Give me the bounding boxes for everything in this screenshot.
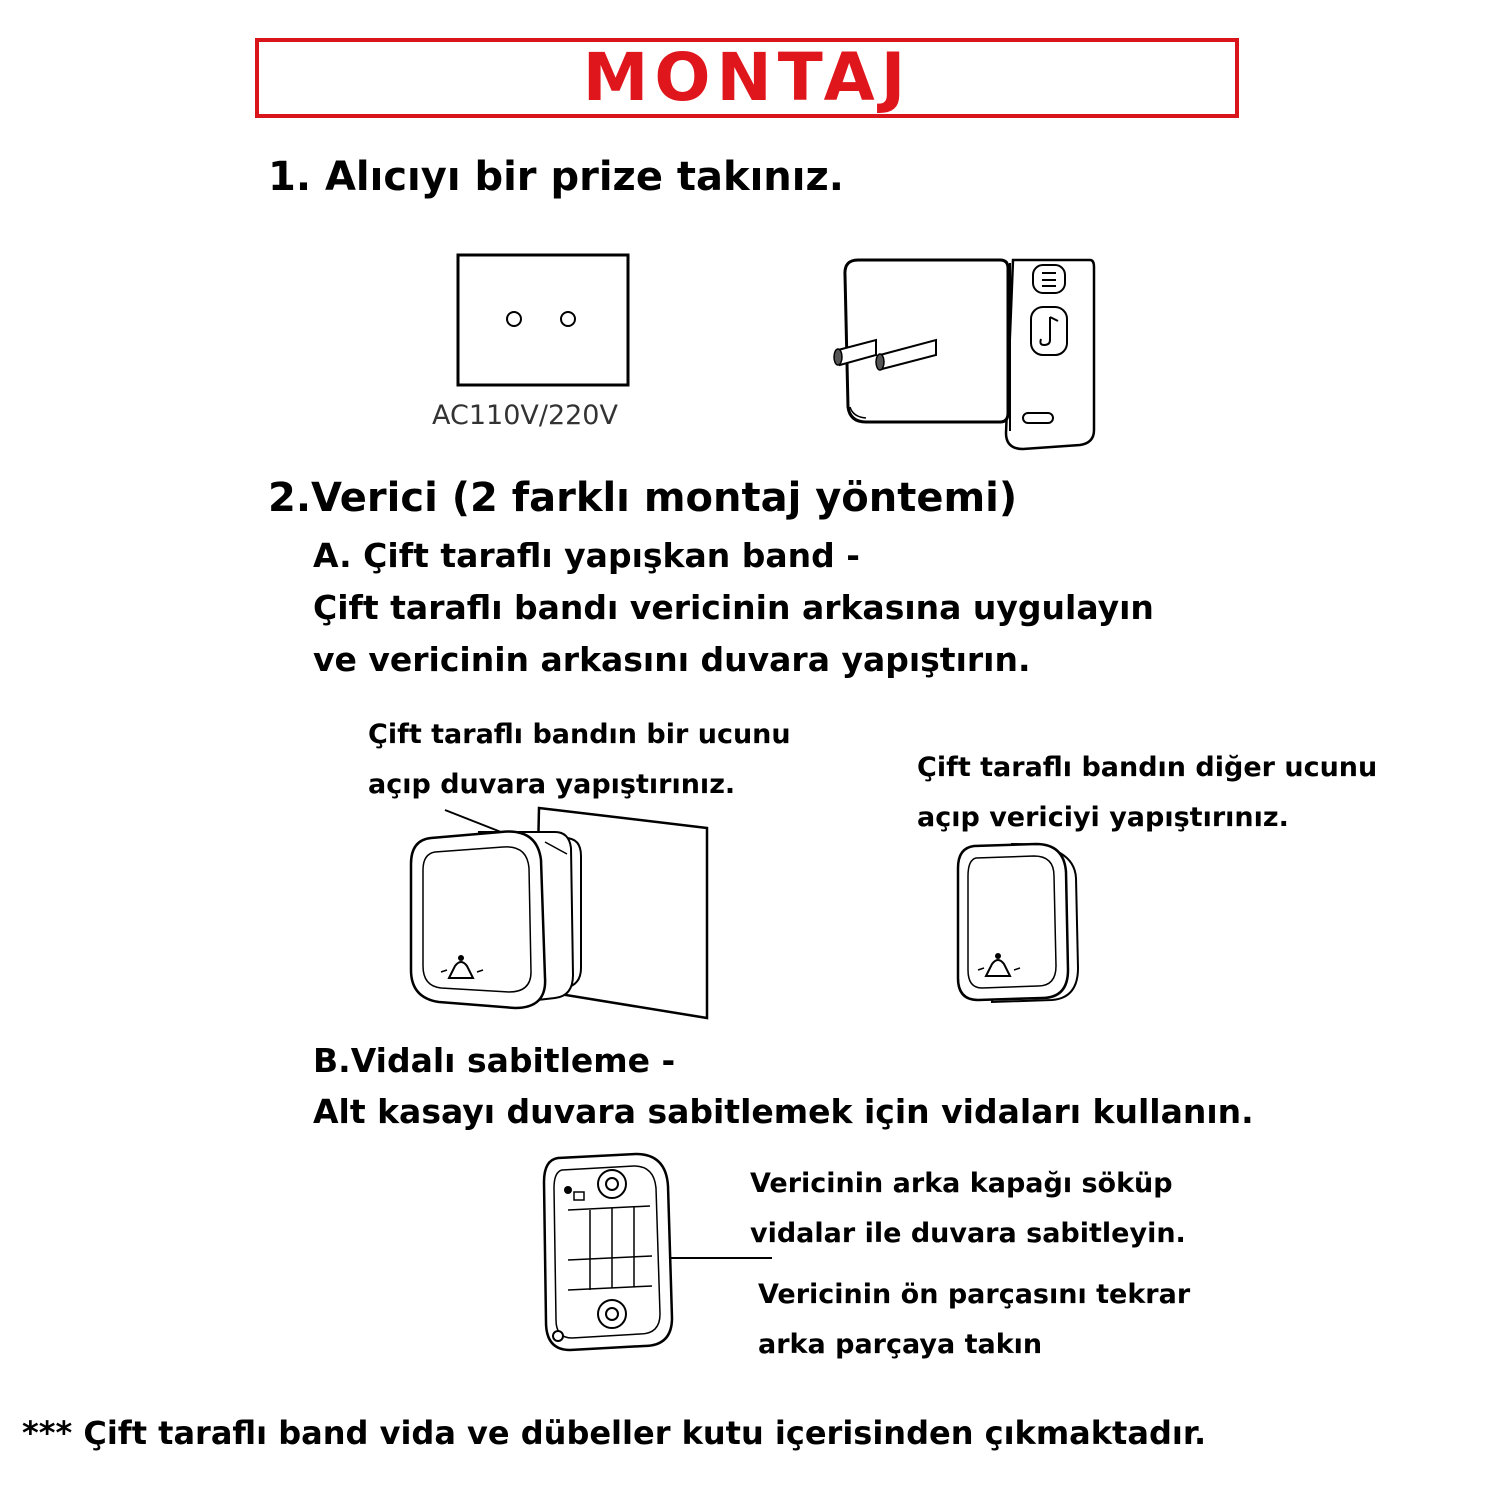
step1-heading: 1. Alıcıyı bir prize takınız. xyxy=(268,154,844,200)
socket-voltage-label: AC110V/220V xyxy=(432,400,618,431)
wall-socket-illustration xyxy=(456,253,632,389)
method-b-title: B.Vidalı sabitleme - xyxy=(313,1041,676,1080)
screw-caption1-line1: Vericinin arka kapağı söküp xyxy=(750,1168,1173,1199)
method-a-desc-line1: Çift taraflı bandı vericinin arkasına uygulayın xyxy=(313,588,1154,627)
footnote: *** Çift taraflı band vida ve dübeller kutu içerisinden çıkmaktadır. xyxy=(22,1414,1207,1452)
screw-caption2-line1: Vericinin ön parçasını tekrar xyxy=(758,1279,1191,1310)
method-a-title: A. Çift taraflı yapışkan band - xyxy=(313,536,860,575)
tape-caption-right-line1: Çift taraflı bandın diğer ucunu xyxy=(917,752,1378,783)
receiver-plug-illustration xyxy=(828,255,1098,450)
tape-caption-right-line2: açıp vericiyi yapıştırınız. xyxy=(917,802,1289,833)
screw-caption2-line2: arka parçaya takın xyxy=(758,1329,1043,1360)
transmitter-mounted-illustration xyxy=(952,838,1082,1008)
page-title: MONTAJ xyxy=(582,39,912,116)
screw-caption1-line2: vidalar ile duvara sabitleyin. xyxy=(750,1218,1186,1249)
title-banner xyxy=(255,38,1239,118)
method-a-desc-line2: ve vericinin arkasını duvara yapıştırın. xyxy=(313,640,1031,679)
transmitter-tape-illustration xyxy=(405,800,715,1025)
method-b-desc: Alt kasayı duvara sabitlemek için vidaları kullanın. xyxy=(313,1092,1254,1131)
tape-caption-left-line2: açıp duvara yapıştırınız. xyxy=(368,769,736,800)
step2-heading: 2.Verici (2 farklı montaj yöntemi) xyxy=(268,475,1018,521)
tape-caption-left-line1: Çift taraflı bandın bir ucunu xyxy=(368,719,791,750)
